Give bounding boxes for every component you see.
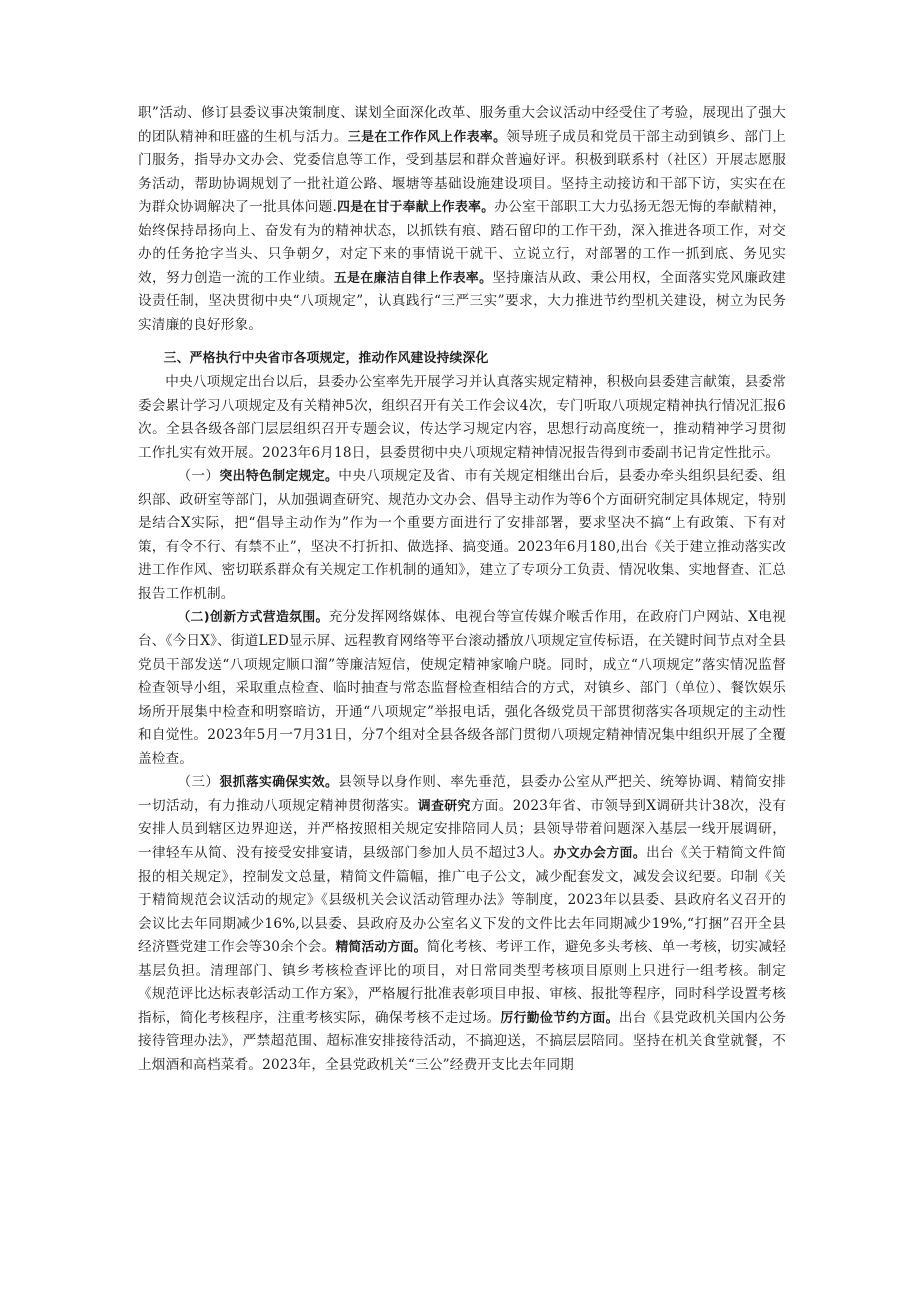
bold-lead: 突出特色制定规定。 <box>219 469 339 485</box>
text-run: 县领导以身作则、率先垂范，县委办公室从严把关、统筹协调、精简安排一切活动，有力推动八项规定精神贯彻落实。 <box>138 774 786 814</box>
bold-lead: 厉行勤俭节约方面。 <box>500 1010 619 1026</box>
paragraph-intro: 中央八项规定出台以后，县委办公室率先开展学习并认真落实规定精神，积极向县委建言献策，县委常委会累计学习八项规定及有关精神5次，组织召开有关工作会议4次，专门听取八项规定精神执行情况汇报6次。全县各级各部门层层组织召开专题会议，传达学习规定内容，思想行动高度统一，推动精神学习贯彻工作扎实有效开展。2023年6月18日，县委贯彻中央八项规定精神情况报告得到市委副书记肯定性批示。 <box>138 374 786 461</box>
bold-lead: 五是在廉洁自律上作表率。 <box>333 270 493 286</box>
document-page <box>138 102 786 1077</box>
bold-lead: 四是在甘于奉献上作表率。 <box>337 200 495 216</box>
text-run: 办公室干部职工大力弘扬无怨无悔的奉献精神，始终保持昂扬向上、奋发有为的精神状态，以抓铁有痕、踏石留印的工作干劲，深入推进各项工作，对交办的任务抢字当头、只争朝夕，对定下来的事情说干就干、立说立行，对部署的工作一抓到底、务见实效，努力创造一流的工作业绩。 <box>138 199 787 286</box>
text-run: 出台《关于精简文件简报的相关规定》，控制发文总量，精简文件篇幅，推广电子公文，减少配套发文，减发会议纪要。印制《关于精简规范会议活动的规定》《县级机关会议活动管理办法》等制度，2023年以县委、县政府名义召开的会议比去年同期减少16%,以县委、县政府及办公室名义下发的文件比去年同期减少19%,“打捆”召开全县经济暨党建工作会等30余个会。 <box>138 844 786 956</box>
paragraph-team-conduct <box>138 102 786 337</box>
bold-lead: 办文办会方面。 <box>553 845 647 861</box>
text-run: 简化考核、考评工作，避免多头考核、单一考核，切实减轻基层负担。清理部门、镇乡考核检查评比的项目，对日常同类型考核项目原则上只进行一组考核。制定《规范评比达标表彰活动工作方案》，严格履行批准表彰项目申报、审核、报批等程序，同时科学设置考核指标，简化考核程序，注重考核实际，确保考核不走过场。 <box>138 939 786 1026</box>
text-run: 充分发挥网络媒体、电视台等宣传媒介喉舌作用，在政府门户网站、X电视台、《今日X》、街道LED显示屏、远程教育网络等平台滚动播放八项规定宣传标语，在关键时间节点对全县党员干部发送“八项规定顺口溜”等廉洁短信，使规定精神家喻户晓。同时，成立“八项规定”落实情况监督检查领导小组，采取重点检查、临时抽查与常态监督检查相结合的方式，对镇乡、部门（单位）、餐饮娱乐场所开展集中检查和明察暗访，开通“八项规定”举报电话，强化各级党员干部贯彻落实各项规定的主动性和自觉性。2023年5月一7月31日，分7个组对全县各级各部门贯彻八项规定精神情况集中组织开展了全覆盖检查。 <box>138 609 787 767</box>
item-prefix: （三） <box>177 774 220 791</box>
paragraph-item-3 <box>138 771 786 1077</box>
text-run: 领导班子成员和党员干部主动到镇乡、部门上门服务，指导办文办会、党委信息等工作，受到基层和群众普遍好评。积极到联系村（社区）开展志愿服务活动，帮助协调规划了一批社道公路、堰塘等基础设施建设项目。坚持主动接访和干部下访，实实在在为群众协调解决了一批具体问题. <box>138 128 787 216</box>
text-run: 方面。2023年省、市领导到X调研共计38次，没有安排人员到辖区边界迎送，并严格按照相关规定安排陪同人员；县领导带着问题深入基层一线开展调研，一律轻车从简、没有接受安排宴请，县级部门参加人员不超过3人。 <box>138 797 786 861</box>
text-run: 中央八项规定及省、市有关规定相继出台后，县委办牵头组织县纪委、组织部、政研室等部门，从加强调查研究、规范办文办会、倡导主动作为等6个方面研究制定具体规定，特别是结合X实际，把“倡导主动作为”作为一个重要方面进行了安排部署，要求坚决不搞“上有政策、下有对策，有令不行、有禁不止”，坚决不打折扣、做选择、搞变通。2023年6月180,出台《关于建立推动落实改进工作作风、密切联系群众有关规定工作机制的通知》，建立了专项分工负责、情况收集、实地督查、汇总报告工作机制。 <box>138 468 787 602</box>
text-run: 职”活动、修订县委议事决策制度、谋划全面深化改革、服务重大会议活动中经受住了考验，展现出了强大的团队精神和旺盛的生机与活力。 <box>138 105 786 145</box>
bold-lead: （二)创新方式营造氛围。 <box>177 610 329 626</box>
bold-lead: 三是在工作作风上作表率。 <box>347 129 507 145</box>
text-run: 出台《县党政机关国内公务接待管理办法》，严禁超范围、超标准安排接待活动，不搞迎送，不搞层层陪同。坚持在机关食堂就餐，不上烟酒和高档菜肴。2023年，全县党政机关“三公”经费开支比去年同期 <box>138 1009 786 1073</box>
item-prefix: （一） <box>177 468 220 485</box>
section-heading: 三、严格执行中央省市各项规定，推动作风建设持续深化 <box>163 351 489 367</box>
bold-lead: 狠抓落实确保实效。 <box>219 775 339 791</box>
paragraph-item-2 <box>138 606 786 771</box>
text-run: 坚持廉洁从政、秉公用权，全面落实党风廉政建设责任制，坚决贯彻中央“八项规定”，认真践行“三严三实”要求，大力推进节约型机关建设，树立为民务实清廉的良好形象。 <box>138 269 786 333</box>
paragraph-item-1 <box>138 465 786 606</box>
bold-lead: 精简活动方面。 <box>335 940 427 956</box>
bold-lead: 调查研究 <box>417 798 471 814</box>
